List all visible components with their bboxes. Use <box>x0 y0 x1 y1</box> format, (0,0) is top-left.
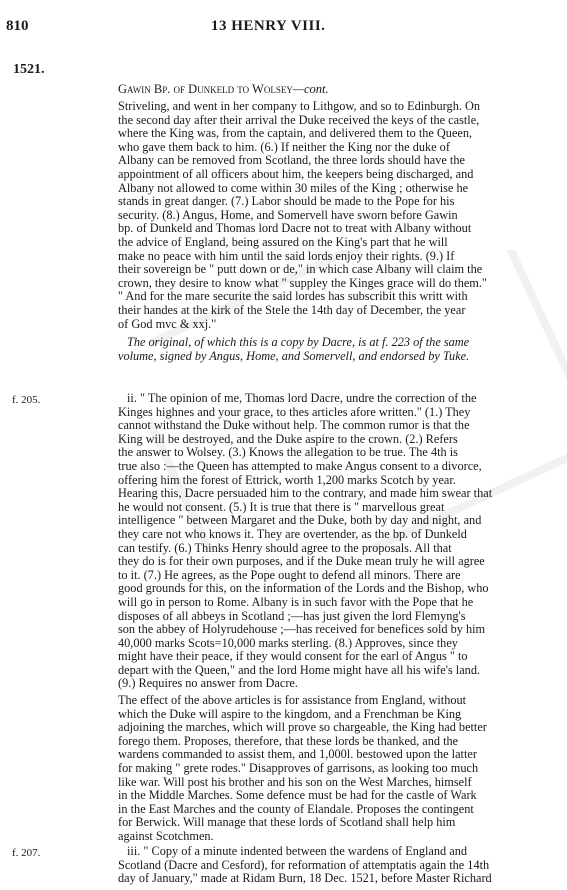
text-line: of God mvc & xxj." <box>118 316 217 331</box>
text-line: which the Duke will aspire to the kingdom, and a Frenchman be King <box>118 706 462 721</box>
text-line: where the King was, from the captain, and delivered them to the Queen, <box>118 126 473 141</box>
text-line: for making " grete rodes." Disapproves of garrisons, as looking too much <box>118 760 479 775</box>
text-line: for Berwick. Will manage that these lords of Scotland shall help him <box>118 815 456 830</box>
text-line: The original, of which this is a copy by Dacre, is at f. 223 of the same <box>127 335 470 349</box>
text-line: day of January," made at Ridam Burn, 18 Dec. 1521, before Master Richard <box>118 871 492 886</box>
text-line: forego them. Proposes, therefore, that these lords be thanked, and the <box>118 733 459 748</box>
text-line: they do is for their own purposes, and if the Duke mean truly he will agree <box>118 554 485 569</box>
text-line: Scotland (Dacre and Cesford), for reformation of attemptatis again the 14th <box>118 857 490 872</box>
text-line: might have their peace, if they would consent for the earl of Angus " to <box>118 649 468 664</box>
text-line: can testify. (6.) Thinks Henry should agree to the proposals. All that <box>118 540 452 555</box>
text-line: will go in person to Rome. Albany is in such favor with the Pope that he <box>118 594 474 609</box>
text-line: Albany not allowed to come within 30 miles of the King ; otherwise he <box>118 180 469 195</box>
text-line: 40,000 marks Scots=10,000 marks sterling. (8.) Approves, since they <box>118 635 458 650</box>
text-line: wardens commanded to assist them, and 1,000l. bestowed upon the latter <box>118 747 477 762</box>
text-line: the advice of England, being assured on the King's part that he will <box>118 234 448 249</box>
text-line: in the East Marches and the county of Elandale. Proposes the contingent <box>118 801 474 816</box>
text-line: (9.) Requires no answer from Dacre. <box>118 676 298 691</box>
text-line: appointment of all officers about him, the keepers being discharged, and <box>118 166 474 181</box>
page-number: 810 <box>6 18 29 34</box>
text-line: the answer to Wolsey. (3.) Knows the allegation to be true. The 4th is <box>118 445 458 460</box>
text-line: iii. " Copy of a minute indented between the wardens of England and <box>127 844 468 858</box>
running-title: 13 HENRY VIII. <box>211 18 326 34</box>
text-line: The effect of the above articles is for assistance from England, without <box>118 693 467 707</box>
paragraph-dacre-opinion <box>118 392 556 691</box>
text-line: bp. of Dunkeld and Thomas lord Dacre not to treat with Albany without <box>118 221 472 236</box>
text-line: true also :—the Queen has attempted to make Angus consent to a divorce, <box>118 458 482 473</box>
text-line: good grounds for this, on the information of the Lords and the Bishop, who <box>118 581 489 596</box>
text-line: disposes of all abbeys in Scotland ;—has just given the lord Flemyng's <box>118 608 466 623</box>
text-line: their handes at the kirk of the Stele the 14th day of December, the year <box>118 302 466 317</box>
text-line: who gave them back to him. (6.) If neither the King nor the duke of <box>118 139 450 154</box>
text-line: the second day after their arrival the Duke received the keys of the castle, <box>118 112 480 127</box>
text-line: son the abbey of Holyrudehouse ;—has received for benefices sold by him <box>118 622 486 637</box>
paragraph-1 <box>118 100 556 331</box>
text-line: cannot withstand the Duke without help. The common rumor is that the <box>118 418 470 433</box>
text-line: ii. " The opinion of me, Thomas lord Dacre, undre the correction of the <box>127 391 477 405</box>
text-line: security. (8.) Angus, Home, and Somervell have sworn before Gawin <box>118 207 458 222</box>
text-line: volume, signed by Angus, Home, and Somervell, and endorsed by Tuke. <box>118 348 470 363</box>
paragraph-effect <box>118 694 556 844</box>
section-heading <box>118 82 329 97</box>
text-line: to it. (7.) He agrees, as the Pope ought to defend all minors. There are <box>118 567 461 582</box>
text-line: intelligence " between Margaret and the Duke, both by day and night, and <box>118 513 482 528</box>
text-line: Kinges highnes and your grace, to thes articles afore written." (1.) They <box>118 404 471 419</box>
paragraph-minute-copy <box>118 845 556 886</box>
text-line: like war. Will post his brother and his son on the West Marches, himself <box>118 774 472 789</box>
text-line: " And for the mare securite the said lordes has subscribit this writt with <box>118 289 468 304</box>
text-line: stands in great danger. (7.) Labor should be made to the Pope for his <box>118 194 455 209</box>
text-line: Striveling, and went in her company to Lithgow, and so to Edinburgh. On <box>118 99 481 113</box>
text-line: against Scotchmen. <box>118 828 214 843</box>
text-line: make no peace with him until the said lords enjoy their rights. (9.) If <box>118 248 455 263</box>
folio-ref-205: f. 205. <box>12 394 41 406</box>
text-line: they care not who knows it. They are overtender, as the bp. of Dunkeld <box>118 526 467 541</box>
section-heading-suffix: —cont. <box>292 82 329 96</box>
text-line: their sovereign be " putt down or de," in which case Albany will claim the <box>118 262 483 277</box>
year-marker: 1521. <box>13 62 45 77</box>
text-line: crown, they desire to know what " suppley the Kinges grace will do them." <box>118 275 487 290</box>
text-line: adjoining the marches, which will prove so chargeable, the King had better <box>118 720 487 735</box>
text-line: King will be destroyed, and the Duke aspire to the crown. (2.) Refers <box>118 431 458 446</box>
text-line: offering him the forest of Ettrick, worth 1,200 marks Scotch by year. <box>118 472 456 487</box>
text-line: Albany can be removed from Scotland, the three lords should have the <box>118 153 465 168</box>
paragraph-source-note <box>118 336 556 363</box>
text-line: he would not consent. (5.) It is true that there is " marvellous great <box>118 499 445 514</box>
folio-ref-207: f. 207. <box>12 847 41 859</box>
section-heading-title: Gawin Bp. of Dunkeld to Wolsey <box>118 82 293 96</box>
text-line: Hearing this, Dacre persuaded him to the contrary, and made him swear that <box>118 486 493 501</box>
text-line: depart with the Queen," and the lord Home might have all his wife's land. <box>118 662 481 677</box>
text-line: in the Middle Marches. Some defence must be had for the castle of Wark <box>118 788 477 803</box>
